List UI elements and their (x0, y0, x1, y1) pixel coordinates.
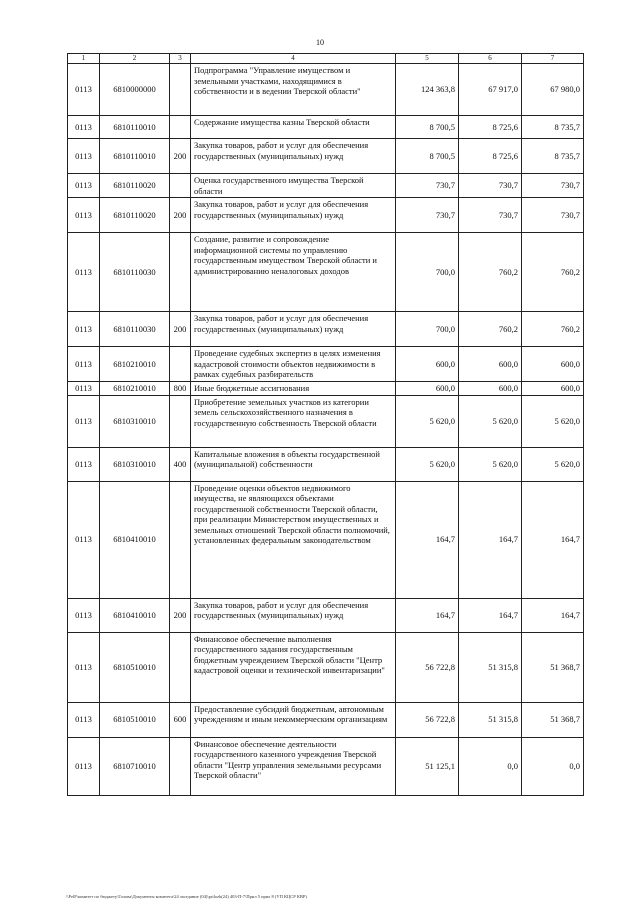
amount-col6-cell: 600,0 (459, 347, 522, 382)
amount-col5-cell: 5 620,0 (396, 447, 459, 481)
amount-col5-cell: 5 620,0 (396, 395, 459, 447)
target-code-cell: 6810110010 (100, 116, 170, 139)
section-code-cell: 0113 (68, 632, 100, 702)
amount-col5-cell: 730,7 (396, 174, 459, 198)
column-number: 5 (396, 54, 459, 64)
item-name-cell: Оценка государственного имущества Тверской области (191, 174, 396, 198)
section-code-cell: 0113 (68, 312, 100, 347)
amount-col5-cell: 600,0 (396, 347, 459, 382)
amount-col7-cell: 8 735,7 (522, 116, 584, 139)
section-code-cell: 0113 (68, 174, 100, 198)
amount-col7-cell: 164,7 (522, 481, 584, 598)
table-row (68, 481, 584, 598)
item-name-cell: Проведение оценки объектов недвижимого имущества, не являющихся объектами государственной собственности Тверской области, при реализации Министерством имущественных и земельных отношений Тверской области полномочий, установленных федеральным законодательством (191, 481, 396, 598)
table-row (68, 395, 584, 447)
amount-col7-cell: 730,7 (522, 174, 584, 198)
table-row (68, 382, 584, 396)
column-number: 7 (522, 54, 584, 64)
amount-col6-cell: 8 725,6 (459, 139, 522, 174)
amount-col5-cell: 700,0 (396, 233, 459, 312)
amount-col7-cell: 164,7 (522, 598, 584, 632)
section-code-cell: 0113 (68, 481, 100, 598)
expense-type-cell: 800 (170, 382, 191, 396)
item-name-cell: Содержание имущества казны Тверской области (191, 116, 396, 139)
target-code-cell: 6810410010 (100, 481, 170, 598)
amount-col7-cell: 760,2 (522, 312, 584, 347)
amount-col6-cell: 5 620,0 (459, 447, 522, 481)
item-name-cell: Приобретение земельных участков из категории земель сельскохозяйственного назначения в государственную собственность Тверской области (191, 395, 396, 447)
table-row (68, 598, 584, 632)
amount-col7-cell: 8 735,7 (522, 139, 584, 174)
table-row (68, 233, 584, 312)
amount-col7-cell: 51 368,7 (522, 632, 584, 702)
section-code-cell: 0113 (68, 347, 100, 382)
table-row (68, 447, 584, 481)
expense-type-cell (170, 347, 191, 382)
amount-col5-cell: 700,0 (396, 312, 459, 347)
target-code-cell: 6810710010 (100, 737, 170, 795)
table-row (68, 632, 584, 702)
target-code-cell: 6810210010 (100, 347, 170, 382)
section-code-cell: 0113 (68, 116, 100, 139)
section-code-cell: 0113 (68, 598, 100, 632)
expense-type-cell (170, 395, 191, 447)
column-number-row (68, 54, 584, 64)
column-number: 1 (68, 54, 100, 64)
amount-col6-cell: 760,2 (459, 233, 522, 312)
expense-type-cell: 200 (170, 598, 191, 632)
expense-type-cell (170, 116, 191, 139)
amount-col7-cell: 600,0 (522, 382, 584, 396)
target-code-cell: 6810110030 (100, 312, 170, 347)
table-row (68, 312, 584, 347)
expense-type-cell: 400 (170, 447, 191, 481)
budget-table (67, 53, 584, 796)
section-code-cell: 0113 (68, 395, 100, 447)
amount-col7-cell: 5 620,0 (522, 447, 584, 481)
expense-type-cell (170, 174, 191, 198)
expense-type-cell (170, 233, 191, 312)
amount-col6-cell: 164,7 (459, 481, 522, 598)
column-number: 2 (100, 54, 170, 64)
item-name-cell: Подпрограмма "Управление имуществом и земельными участками, находящимися в собственности и в ведении Тверской области" (191, 64, 396, 116)
amount-col6-cell: 67 917,0 (459, 64, 522, 116)
column-number: 4 (191, 54, 396, 64)
column-number: 6 (459, 54, 522, 64)
expense-type-cell: 600 (170, 702, 191, 737)
item-name-cell: Закупка товаров, работ и услуг для обеспечения государственных (муниципальных) нужд (191, 312, 396, 347)
amount-col7-cell: 730,7 (522, 198, 584, 233)
item-name-cell: Закупка товаров, работ и услуг для обеспечения государственных (муниципальных) нужд (191, 139, 396, 174)
amount-col7-cell: 5 620,0 (522, 395, 584, 447)
amount-col7-cell: 67 980,0 (522, 64, 584, 116)
table-row (68, 737, 584, 795)
amount-col5-cell: 730,7 (396, 198, 459, 233)
target-code-cell: 6810110020 (100, 174, 170, 198)
item-name-cell: Проведение судебных экспертиз в целях изменения кадастровой стоимости объектов недвижимости в рамках судебных разбирательств (191, 347, 396, 382)
column-number: 3 (170, 54, 191, 64)
file-path-footer: \\PelF\комитет по бюджету\Голова\Документы комитета\24 заседание (04)\prilozh(24) 403-П-7\Прил 5 прил 8 (УП КЦСР КВР) (66, 894, 307, 899)
amount-col6-cell: 0,0 (459, 737, 522, 795)
target-code-cell: 6810310010 (100, 395, 170, 447)
amount-col5-cell: 600,0 (396, 382, 459, 396)
amount-col6-cell: 51 315,8 (459, 632, 522, 702)
amount-col6-cell: 600,0 (459, 382, 522, 396)
expense-type-cell (170, 737, 191, 795)
amount-col5-cell: 56 722,8 (396, 632, 459, 702)
page-number: 10 (316, 38, 324, 47)
target-code-cell: 6810410010 (100, 598, 170, 632)
section-code-cell: 0113 (68, 233, 100, 312)
item-name-cell: Финансовое обеспечение выполнения государственного задания государственным бюджетным учреждением Тверской области "Центр кадастровой оценки и технической инвентаризации" (191, 632, 396, 702)
item-name-cell: Предоставление субсидий бюджетным, автономным учреждениям и иным некоммерческим организациям (191, 702, 396, 737)
amount-col6-cell: 760,2 (459, 312, 522, 347)
amount-col6-cell: 730,7 (459, 198, 522, 233)
section-code-cell: 0113 (68, 382, 100, 396)
item-name-cell: Финансовое обеспечение деятельности государственного казенного учреждения Тверской области "Центр управления земельными ресурсами Тверской области" (191, 737, 396, 795)
target-code-cell: 6810210010 (100, 382, 170, 396)
amount-col6-cell: 164,7 (459, 598, 522, 632)
section-code-cell: 0113 (68, 64, 100, 116)
amount-col5-cell: 8 700,5 (396, 139, 459, 174)
table-row (68, 139, 584, 174)
table-row (68, 116, 584, 139)
section-code-cell: 0113 (68, 198, 100, 233)
amount-col6-cell: 5 620,0 (459, 395, 522, 447)
target-code-cell: 6810110030 (100, 233, 170, 312)
item-name-cell: Закупка товаров, работ и услуг для обеспечения государственных (муниципальных) нужд (191, 598, 396, 632)
amount-col6-cell: 51 315,8 (459, 702, 522, 737)
target-code-cell: 6810310010 (100, 447, 170, 481)
section-code-cell: 0113 (68, 139, 100, 174)
amount-col5-cell: 164,7 (396, 598, 459, 632)
expense-type-cell (170, 481, 191, 598)
item-name-cell: Закупка товаров, работ и услуг для обеспечения государственных (муниципальных) нужд (191, 198, 396, 233)
expense-type-cell (170, 64, 191, 116)
amount-col5-cell: 124 363,8 (396, 64, 459, 116)
target-code-cell: 6810000000 (100, 64, 170, 116)
amount-col5-cell: 164,7 (396, 481, 459, 598)
expense-type-cell: 200 (170, 312, 191, 347)
table-row (68, 174, 584, 198)
amount-col7-cell: 51 368,7 (522, 702, 584, 737)
table-row (68, 347, 584, 382)
section-code-cell: 0113 (68, 447, 100, 481)
table-row (68, 702, 584, 737)
item-name-cell: Создание, развитие и сопровождение информационной системы по управлению государственным имуществом Тверской области и администрированию неналоговых доходов (191, 233, 396, 312)
amount-col5-cell: 51 125,1 (396, 737, 459, 795)
expense-type-cell: 200 (170, 139, 191, 174)
section-code-cell: 0113 (68, 737, 100, 795)
target-code-cell: 6810510010 (100, 702, 170, 737)
table-row (68, 198, 584, 233)
section-code-cell: 0113 (68, 702, 100, 737)
expense-type-cell: 200 (170, 198, 191, 233)
target-code-cell: 6810110010 (100, 139, 170, 174)
amount-col7-cell: 0,0 (522, 737, 584, 795)
amount-col7-cell: 600,0 (522, 347, 584, 382)
table-row (68, 64, 584, 116)
item-name-cell: Иные бюджетные ассигнования (191, 382, 396, 396)
item-name-cell: Капитальные вложения в объекты государственной (муниципальной) собственности (191, 447, 396, 481)
amount-col6-cell: 730,7 (459, 174, 522, 198)
amount-col5-cell: 56 722,8 (396, 702, 459, 737)
amount-col6-cell: 8 725,6 (459, 116, 522, 139)
target-code-cell: 6810510010 (100, 632, 170, 702)
expense-type-cell (170, 632, 191, 702)
amount-col7-cell: 760,2 (522, 233, 584, 312)
amount-col5-cell: 8 700,5 (396, 116, 459, 139)
target-code-cell: 6810110020 (100, 198, 170, 233)
